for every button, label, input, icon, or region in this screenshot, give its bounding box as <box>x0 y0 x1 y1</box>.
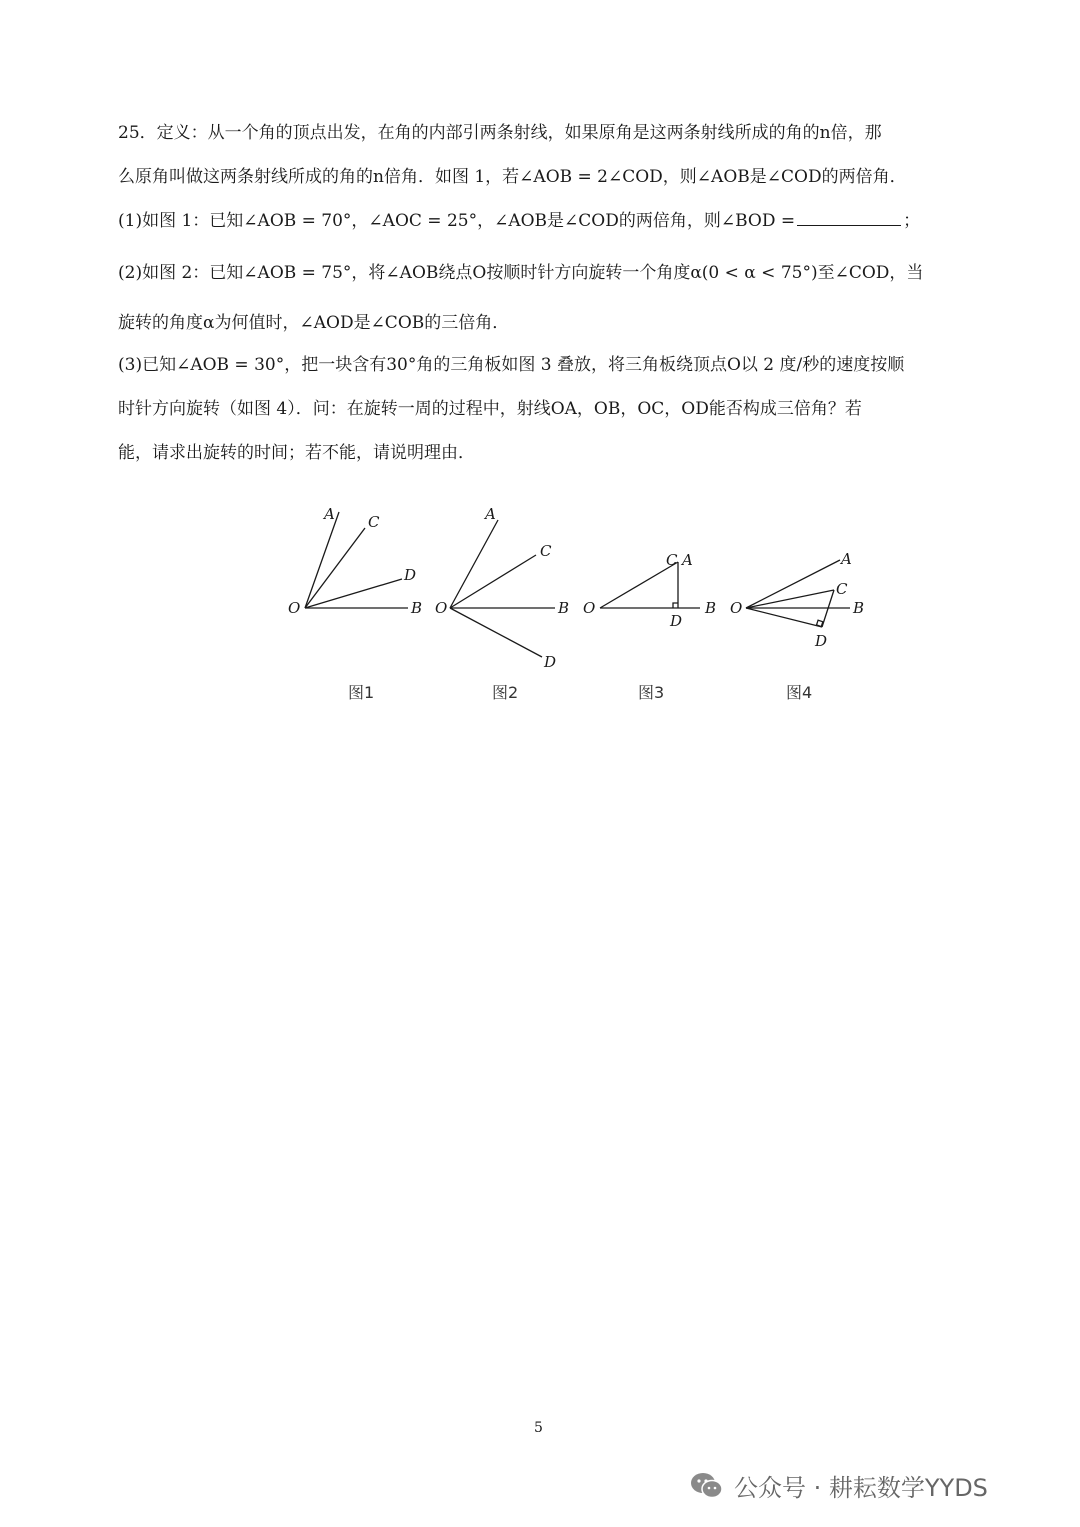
fig4-label-a: A <box>841 550 852 568</box>
fig2-label-a: A <box>485 505 496 523</box>
problem-line-6: (3)已知∠AOB = 30°，把一块含有30°角的三角板如图 3 叠放，将三角板绕顶点O以 2 度/秒的速度按顺 <box>118 355 905 375</box>
fig3-label-d: D <box>670 612 683 630</box>
figure-2-caption: 图2 <box>492 683 519 702</box>
blank-suffix: ； <box>903 211 921 231</box>
figure-3-diagram <box>583 551 716 630</box>
answer-blank <box>797 211 901 226</box>
fig3-label-c: C <box>666 551 678 569</box>
figures <box>280 500 880 710</box>
fig3-label-o: O <box>583 599 596 617</box>
problem-line-4: (2)如图 2：已知∠AOB = 75°，将∠AOB绕点O按顺时针方向旋转一个角度α(0 < α < 75°)至∠COD，当 <box>118 263 924 283</box>
problem-line-3 <box>118 206 920 231</box>
part-1-text: (1)如图 1：已知∠AOB = 70°，∠AOC = 25°，∠AOB是∠COD的两倍角，则∠BOD = <box>118 211 796 231</box>
fig1-label-d: D <box>404 566 417 584</box>
watermark-text: 公众号 · 耕耘数学YYDS <box>734 1474 988 1502</box>
problem-line-1: 25．定义：从一个角的顶点出发，在角的内部引两条射线，如果原角是这两条射线所成的角的n倍，那 <box>118 123 882 143</box>
page-number: 5 <box>534 1420 543 1436</box>
fig4-label-b: B <box>853 599 865 617</box>
figure-4-caption: 图4 <box>786 683 813 702</box>
fig1-label-o: O <box>288 599 301 617</box>
figure-1-diagram <box>288 505 422 617</box>
problem-line-2: 么原角叫做这两条射线所成的角的n倍角．如图 1，若∠AOB = 2∠COD，则∠AOB是∠COD的两倍角． <box>118 167 907 187</box>
fig4-label-c: C <box>836 580 848 598</box>
problem-line-7: 时针方向旋转（如图 4）．问：在旋转一周的过程中，射线OA，OB，OC，OD能否构成三倍角？若 <box>118 399 862 419</box>
fig1-label-c: C <box>368 513 380 531</box>
fig4-label-d: D <box>815 632 828 650</box>
fig3-label-b: B <box>705 599 717 617</box>
fig2-label-d: D <box>544 653 557 671</box>
fig1-label-b: B <box>411 599 423 617</box>
fig4-label-o: O <box>730 599 743 617</box>
problem-line-8: 能，请求出旋转的时间；若不能，请说明理由． <box>118 443 475 463</box>
wechat-icon <box>690 1471 724 1501</box>
problem-line-5: 旋转的角度α为何值时，∠AOD是∠COB的三倍角． <box>118 313 510 333</box>
figure-3-caption: 图3 <box>638 683 665 702</box>
fig2-label-c: C <box>540 542 552 560</box>
figure-2-diagram <box>435 505 569 671</box>
fig2-label-b: B <box>558 599 570 617</box>
fig3-label-a: A <box>682 551 693 569</box>
fig2-label-o: O <box>435 599 448 617</box>
figures-diagram <box>280 500 880 710</box>
watermark <box>690 1468 988 1503</box>
fig1-label-a: A <box>324 505 335 523</box>
figure-1-caption: 图1 <box>348 683 375 702</box>
figure-4-diagram <box>730 550 864 650</box>
